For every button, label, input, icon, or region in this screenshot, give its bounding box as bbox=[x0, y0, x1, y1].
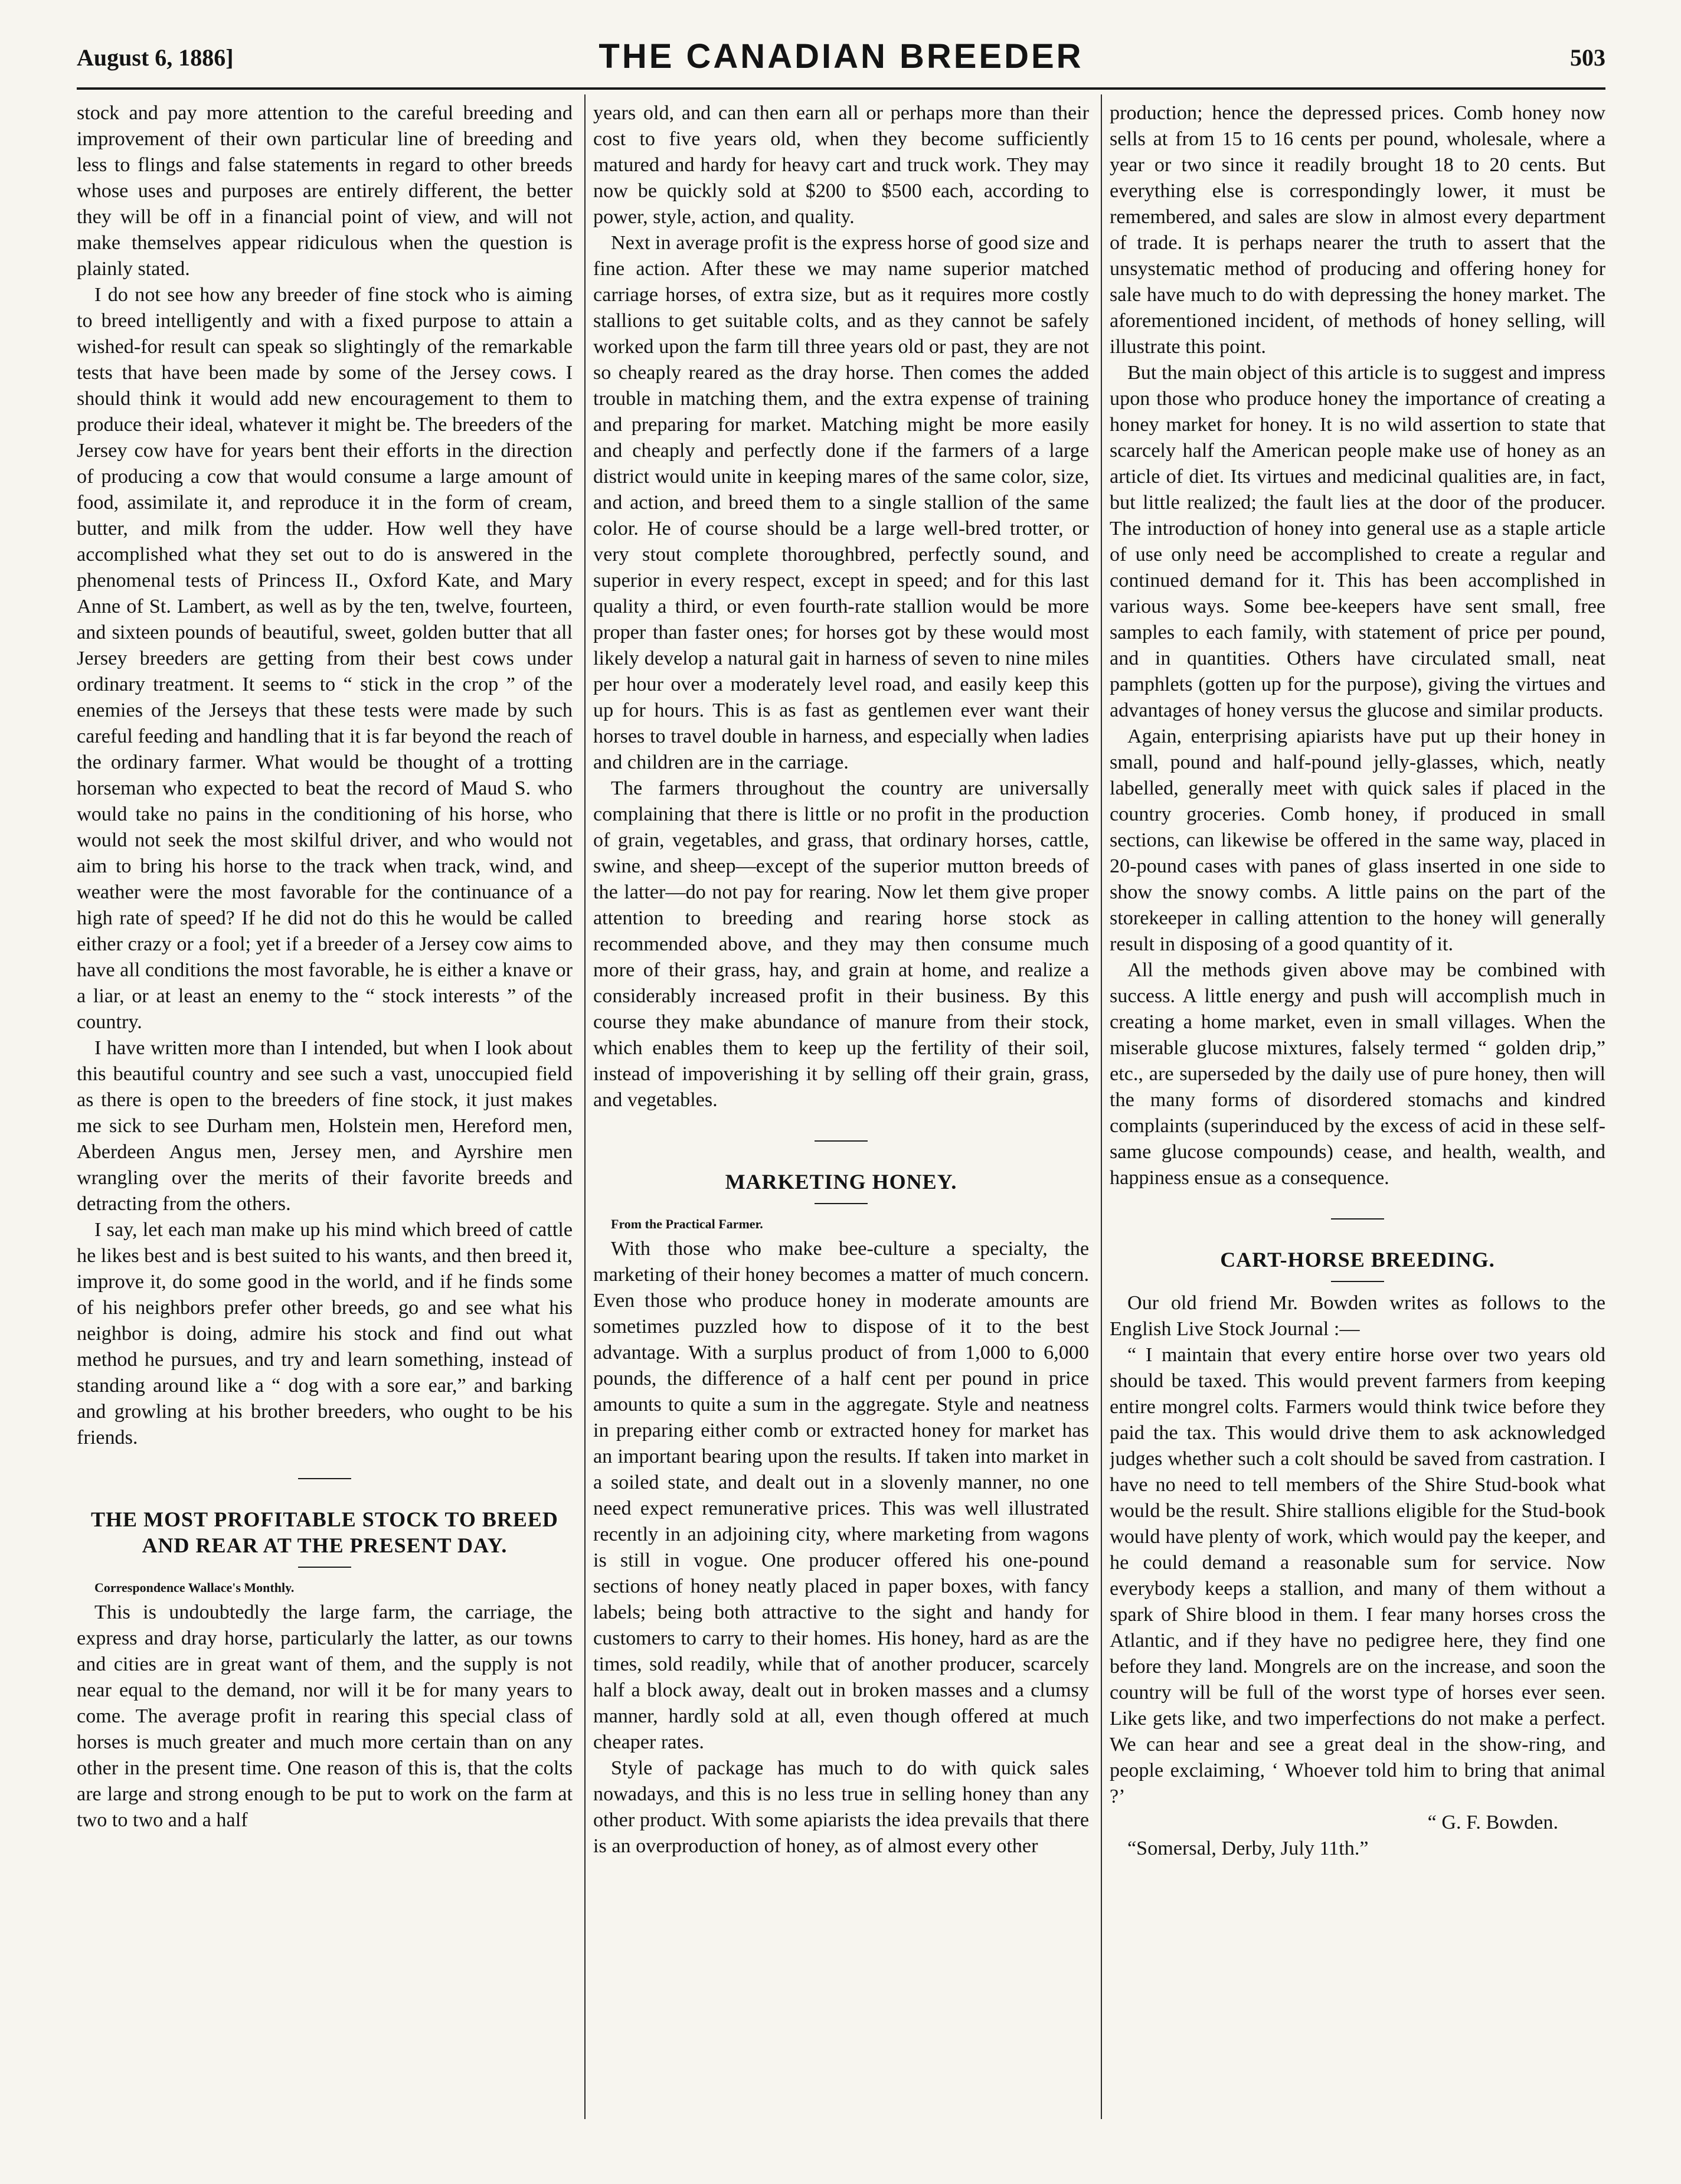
heading-rule bbox=[1331, 1281, 1384, 1282]
column-divider bbox=[584, 94, 586, 2119]
heading-rule bbox=[815, 1203, 868, 1204]
paragraph: This is undoubtedly the large farm, the carriage, the express and dray horse, particularly the latter, as our towns and cities are in great want of them, and the supply is not near equal to the demand, nor will it be for many years to come. The average profit in rearing this special class of horses is much greater and much more certain than on any other in the present time. One reason of this is, that the colts are large and strong enough to be put to work on the farm at two to two and a half bbox=[77, 1601, 573, 1831]
paragraph: I have written more than I intended, but when I look about this beautiful country and see such a vast, unoccupied field as there is open to the breeders of fine stock, it just makes me sick to see Durham men, Holstein men, Hereford men, Aberdeen Angus men, Jersey men, and Ayrshire men wrangling over the merits of their favorite breeds and detracting from the others. bbox=[77, 1037, 573, 1215]
issue-date: August 6, 1886] bbox=[77, 44, 234, 71]
paragraph: The farmers throughout the country are universally complaining that there is little or no profit in the production of grain, vegetables, and grass, that ordinary horses, cattle, swine, and sheep—except of the superior mutton breeds of the latter—do not pay for rearing. Now let them give proper attention to breeding and rearing horse stock as recommended above, and they may then consume much more of their grass, hay, and grain at home, and realize a considerably increased profit in their business. By this course they make abundance of manure from their stock, which enables them to keep up the fertility of their soil, instead of impoverishing it by selling off their grain, grass, and vegetables. bbox=[593, 777, 1089, 1111]
column-2 bbox=[593, 100, 1089, 2107]
masthead-rule bbox=[77, 87, 1605, 90]
paragraph: stock and pay more attention to the careful breeding and improvement of their own particular line of breeding and less to flings and false statements in regard to other breeds whose uses and purposes are entirely different, the better they will be off in a financial point of view, and will not make themselves appear ridiculous when the question is plainly stated. bbox=[77, 102, 573, 280]
column-1 bbox=[77, 100, 573, 2107]
paragraph: production; hence the depressed prices. Comb honey now sells at from 15 to 16 cents per pound, wholesale, where a year or two since it readily brought 18 to 20 cents. But everything else is correspondingly lower, it must be remembered, and sales are slow in almost every department of trade. It is perhaps nearer the truth to assert that the unsystematic method of producing and offering honey for sale have much to do with depressing the honey market. The aforementioned incident, of methods of honey selling, will illustrate this point. bbox=[1110, 102, 1605, 358]
page-number: 503 bbox=[1570, 44, 1605, 71]
article-heading: THE MOST PROFITABLE STOCK TO BREED AND REAR AT THE PRESENT DAY. bbox=[91, 1508, 558, 1557]
paragraph: Next in average profit is the express horse of good size and fine action. After these we may name superior matched carriage horses, of extra size, but as it requires more costly stallions to get suitable colts, and as they cannot be safely worked upon the farm till three years old or past, they are not so cheaply reared as the dray horse. Then comes the added trouble in matching them, and the extra expense of training and preparing for market. Matching might be more easily and cheaply and perfectly done if the farmers of a large district would unite in keeping mares of the same color, size, and action, and breed them to a single stallion of the same color. He of course should be a large well-bred trotter, or very stout complete thoroughbred, perfectly sound, and superior in every respect, except in speed; and for this last quality a third, or even fourth-rate stallion would be more proper than faster ones; for horses got by these would most likely develop a natural gait in harness of seven to nine miles per hour over a moderately level road, and easily keep this up for hours. This is as fast as gentlemen ever want their horses to travel double in harness, and especially when ladies and children are in the carriage. bbox=[593, 232, 1089, 773]
column-3 bbox=[1110, 100, 1605, 2107]
paragraph: Our old friend Mr. Bowden writes as follows to the English Live Stock Journal :— bbox=[1110, 1292, 1605, 1340]
article-source: Correspondence Wallace's Monthly. bbox=[94, 1580, 295, 1595]
article-heading: MARKETING HONEY. bbox=[725, 1170, 957, 1194]
masthead bbox=[77, 37, 1605, 84]
section-separator bbox=[815, 1140, 868, 1142]
paragraph: Again, enterprising apiarists have put up their honey in small, pound and half-pound jelly-glasses, which, neatly labelled, generally meet with quick sales if placed in the country groceries. Comb honey, if produced in small sections, can likewise be offered in the same way, placed in 20-pound cases with panes of glass inserted in one side to show the snowy combs. A little pains on the part of the storekeeper in calling attention to the honey will generally result in disposing of a good quantity of it. bbox=[1110, 725, 1605, 955]
paragraph: All the methods given above may be combined with success. A little energy and push will accomplish much in creating a home market, even in small villages. When the miserable glucose mixtures, falsely termed “ golden drip,” etc., are superseded by the daily use of pure honey, then will the many forms of disordered stomachs and kindred complaints (superinduced by the excess of acid in these self-same glucose compounds) cease, and health, wealth, and happiness ensue as a consequence. bbox=[1110, 959, 1605, 1189]
column-divider bbox=[1101, 94, 1102, 2119]
section-separator bbox=[298, 1478, 351, 1479]
article-heading: CART-HORSE BREEDING. bbox=[1220, 1248, 1495, 1271]
section-separator bbox=[1331, 1218, 1384, 1219]
paragraph: I say, let each man make up his mind which breed of cattle he likes best and is best suited to his wants, and then breed it, improve it, do some good in the world, and if he finds some of his neighbors prefer other breeds, go and see what his neighbor is doing, admire his stock and find out what method he pursues, and try and learn something, instead of standing around like a “ dog with a sore ear,” and barking and growling at his brother breeders, who ought to be his friends. bbox=[77, 1219, 573, 1449]
article-source: From the Practical Farmer. bbox=[611, 1217, 763, 1231]
paragraph: But the main object of this article is to suggest and impress upon those who produce honey the importance of creating a honey market for honey. It is no wild assertion to state that scarcely half the American people make use of honey as an article of diet. Its virtues and medicinal qualities are, in fact, but little realized; the fault lies at the door of the producer. The introduction of honey into general use as a staple article of use only need be accomplished to create a regular and continued demand for it. This has been accomplished in various ways. Some bee-keepers have sent small, free samples to each family, with statement of price per pound, and in quantities. Others have circulated small, neat pamphlets (gotten up for the purpose), giving the virtues and advantages of honey versus the glucose and similar products. bbox=[1110, 362, 1605, 721]
heading-rule bbox=[298, 1567, 351, 1568]
dateline: “Somersal, Derby, July 11th.” bbox=[1127, 1838, 1369, 1859]
paragraph: Style of package has much to do with quick sales nowadays, and this is no less true in selling honey than any other product. With some apiarists the idea prevails that there is an overproduction of honey, as of almost every other bbox=[593, 1757, 1089, 1857]
newspaper-title: THE CANADIAN BREEDER bbox=[599, 37, 1084, 76]
paragraph: years old, and can then earn all or perhaps more than their cost to five years old, when they become sufficiently matured and hardy for heavy cart and truck work. They may now be quickly sold at $200 to $500 each, according to power, style, action, and quality. bbox=[593, 102, 1089, 228]
signature: “ G. F. Bowden. bbox=[1427, 1812, 1558, 1833]
paragraph: I do not see how any breeder of fine stock who is aiming to breed intelligently and with a fixed purpose to attain a wished-for result can speak so slightingly of the remarkable tests that have been made by some of the Jersey cows. I should think it would add new encouragement to them to produce their ideal, whatever it might be. The breeders of the Jersey cow have for years bent their efforts in the direction of producing a cow that would consume a large amount of food, assimilate it, and reproduce it in the form of cream, butter, and milk from the udder. How well they have accomplished what they set out to do is answered in the phenomenal tests of Princess II., Oxford Kate, and Mary Anne of St. Lambert, as well as by the ten, twelve, fourteen, and sixteen pounds of beautiful, sweet, golden butter that all Jersey breeders are getting from their best cows under ordinary treatment. It seems to “ stick in the crop ” of the enemies of the Jerseys that these tests were made by such careful feeding and handling that it is far beyond the reach of the ordinary farmer. What would be thought of a trotting horseman who expected to beat the record of Maud S. who would take no pains in the conditioning of his horse, who would not seek the most skilful driver, and who would not aim to bring his horse to the track when track, wind, and weather were the most favorable for the continuance of a high rate of speed? If he did not do this he would be called either crazy or a fool; yet if a breeder of a Jersey cow aims to have all conditions the most favorable, he is either a knave or a liar, or at least an enemy to the “ stock interests ” of the country. bbox=[77, 284, 573, 1033]
paragraph: With those who make bee-culture a specialty, the marketing of their honey becomes a matter of much concern. Even those who produce honey in moderate amounts are sometimes puzzled how to dispose of it to the best advantage. With a surplus product of from 1,000 to 6,000 pounds, the difference of a half cent per pound in price amounts to quite a sum in the aggregate. Style and neatness in preparing either comb or extracted honey for market has an important bearing upon the results. If taken into market in a soiled state, and dealt out in a slovenly manner, no one need expect remunerative prices. This was well illustrated recently in an adjoining city, where marketing from wagons is still in vogue. One producer offered his one-pound sections of honey neatly placed in paper boxes, with fancy labels; being both attractive to the sight and handy for customers to carry to their homes. His honey, hard as are the times, sold readily, while that of another producer, scarcely half a block away, dealt out in broken masses and a clumsy manner, hardly sold at all, even though offered at much cheaper rates. bbox=[593, 1238, 1089, 1753]
paragraph: “ I maintain that every entire horse over two years old should be taxed. This would prevent farmers from keeping entire mongrel colts. Farmers would think twice before they paid the tax. This would drive them to ask acknowledged judges whether such a colt should be saved from castration. I have no need to tell members of the Shire Stud-book what would be the result. Shire stallions eligible for the Stud-book would have plenty of work, which would pay the keeper, and he could demand a reasonable sum for service. Now everybody keeps a stallion, and many of them without a spark of Shire blood in them. I fear many horses cross the Atlantic, and if they have no pedigree here, they find one before they land. Mongrels are on the increase, and soon the country will be full of the worst type of horses ever seen. Like gets like, and two imperfections do not make a perfect. We can hear and see a great deal in the show-ring, and people exclaiming, ‘ Whoever told him to bring that animal ?’ bbox=[1110, 1344, 1605, 1807]
